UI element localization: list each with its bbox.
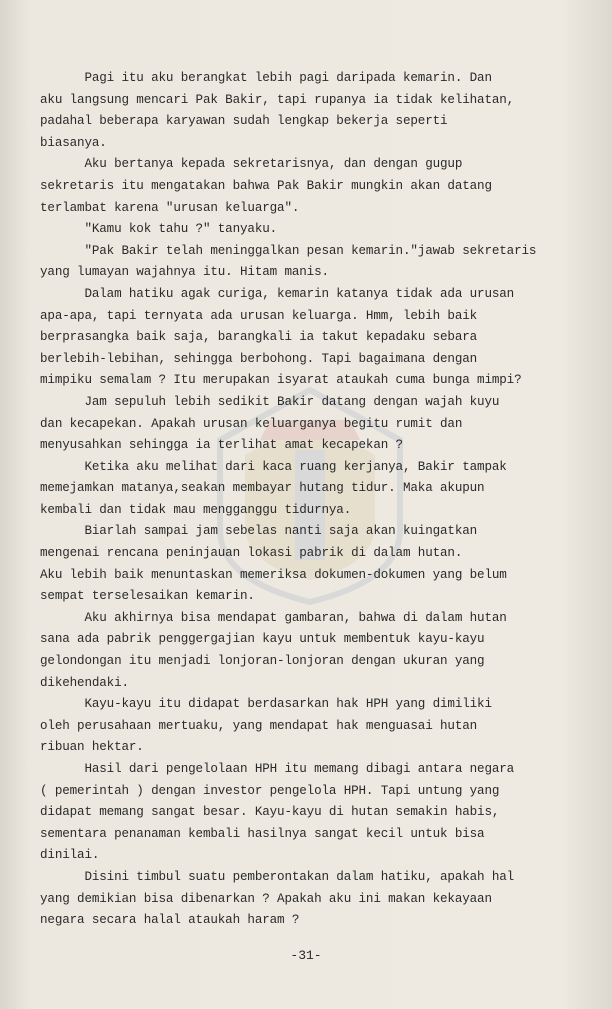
text-line: terlambat karena "urusan keluarga". bbox=[40, 200, 300, 215]
text-line: apa-apa, tapi ternyata ada urusan keluarga. Hmm, lebih baik bbox=[40, 308, 478, 323]
text-line: dinilai. bbox=[40, 848, 100, 863]
text-line: padahal beberapa karyawan sudah lengkap bekerja seperti bbox=[40, 114, 448, 129]
body-text bbox=[40, 68, 602, 932]
text-line: Aku akhirnya bisa mendapat gambaran, bahwa di dalam hutan bbox=[40, 610, 507, 625]
text-line: Kayu-kayu itu didapat berdasarkan hak HPH yang dimiliki bbox=[40, 697, 492, 712]
text-line: didapat memang sangat besar. Kayu-kayu di hutan semakin habis, bbox=[40, 805, 500, 820]
text-line: Ketika aku melihat dari kaca ruang kerjanya, Bakir tampak bbox=[40, 459, 507, 474]
text-line: sementara penanaman kembali hasilnya sangat kecil untuk bisa bbox=[40, 826, 485, 841]
text-line: Aku lebih baik menuntaskan memeriksa dokumen-dokumen yang belum bbox=[40, 567, 507, 582]
text-line: mimpiku semalam ? Itu merupakan isyarat ataukah cuma bunga mimpi? bbox=[40, 373, 522, 388]
text-line: ( pemerintah ) dengan investor pengelola HPH. Tapi untung yang bbox=[40, 783, 500, 798]
text-line: dan kecapekan. Apakah urusan keluarganya begitu rumit dan bbox=[40, 416, 463, 431]
text-line: Jam sepuluh lebih sedikit Bakir datang dengan wajah kuyu bbox=[40, 394, 500, 409]
text-line: aku langsung mencari Pak Bakir, tapi rupanya ia tidak kelihatan, bbox=[40, 92, 515, 107]
text-line: Disini timbul suatu pemberontakan dalam hatiku, apakah hal bbox=[40, 869, 515, 884]
text-line: sana ada pabrik penggergajian kayu untuk membentuk kayu-kayu bbox=[40, 632, 485, 647]
text-line: Hasil dari pengelolaan HPH itu memang dibagi antara negara bbox=[40, 762, 515, 776]
text-line: kembali dan tidak mau mengganggu tidurnya. bbox=[40, 502, 352, 517]
text-line: sempat terselesaikan kemarin. bbox=[40, 589, 255, 604]
text-line: Biarlah sampai jam sebelas nanti saja akan kuingatkan bbox=[40, 524, 478, 539]
text-line: oleh perusahaan mertuaku, yang mendapat hak menguasai hutan bbox=[40, 718, 478, 733]
text-line: negara secara halal ataukah haram ? bbox=[40, 913, 300, 928]
text-line: "Pak Bakir telah meninggalkan pesan kemarin."jawab sekretaris bbox=[40, 243, 537, 258]
page-number: -31- bbox=[290, 948, 322, 963]
text-line: menyusahkan sehingga ia terlihat amat kecapekan ? bbox=[40, 438, 403, 453]
text-line: yang demikian bisa dibenarkan ? Apakah aku ini makan kekayaan bbox=[40, 891, 492, 906]
text-line: mengenai rencana peninjauan lokasi pabrik di dalam hutan. bbox=[40, 546, 463, 561]
text-line: yang lumayan wajahnya itu. Hitam manis. bbox=[40, 265, 329, 280]
text-line: Aku bertanya kepada sekretarisnya, dan dengan gugup bbox=[40, 157, 463, 172]
text-line: ribuan hektar. bbox=[40, 740, 144, 755]
text-line: Dalam hatiku agak curiga, kemarin katanya tidak ada urusan bbox=[40, 286, 515, 301]
text-line: dikehendaki. bbox=[40, 675, 129, 690]
text-line: Pagi itu aku berangkat lebih pagi daripada kemarin. Dan bbox=[40, 71, 492, 85]
text-line: berlebih-lebihan, sehingga berbohong. Tapi bagaimana dengan bbox=[40, 351, 478, 366]
text-line: berprasangka baik saja, barangkali ia takut kepadaku sebara bbox=[40, 330, 478, 345]
text-line: biasanya. bbox=[40, 135, 107, 150]
text-line: "Kamu kok tahu ?" tanyaku. bbox=[40, 222, 278, 237]
text-line: gelondongan itu menjadi lonjoran-lonjoran dengan ukuran yang bbox=[40, 654, 485, 669]
text-line: sekretaris itu mengatakan bahwa Pak Bakir mungkin akan datang bbox=[40, 178, 492, 193]
text-line: memejamkan matanya,seakan membayar hutang tidur. Maka akupun bbox=[40, 481, 485, 496]
